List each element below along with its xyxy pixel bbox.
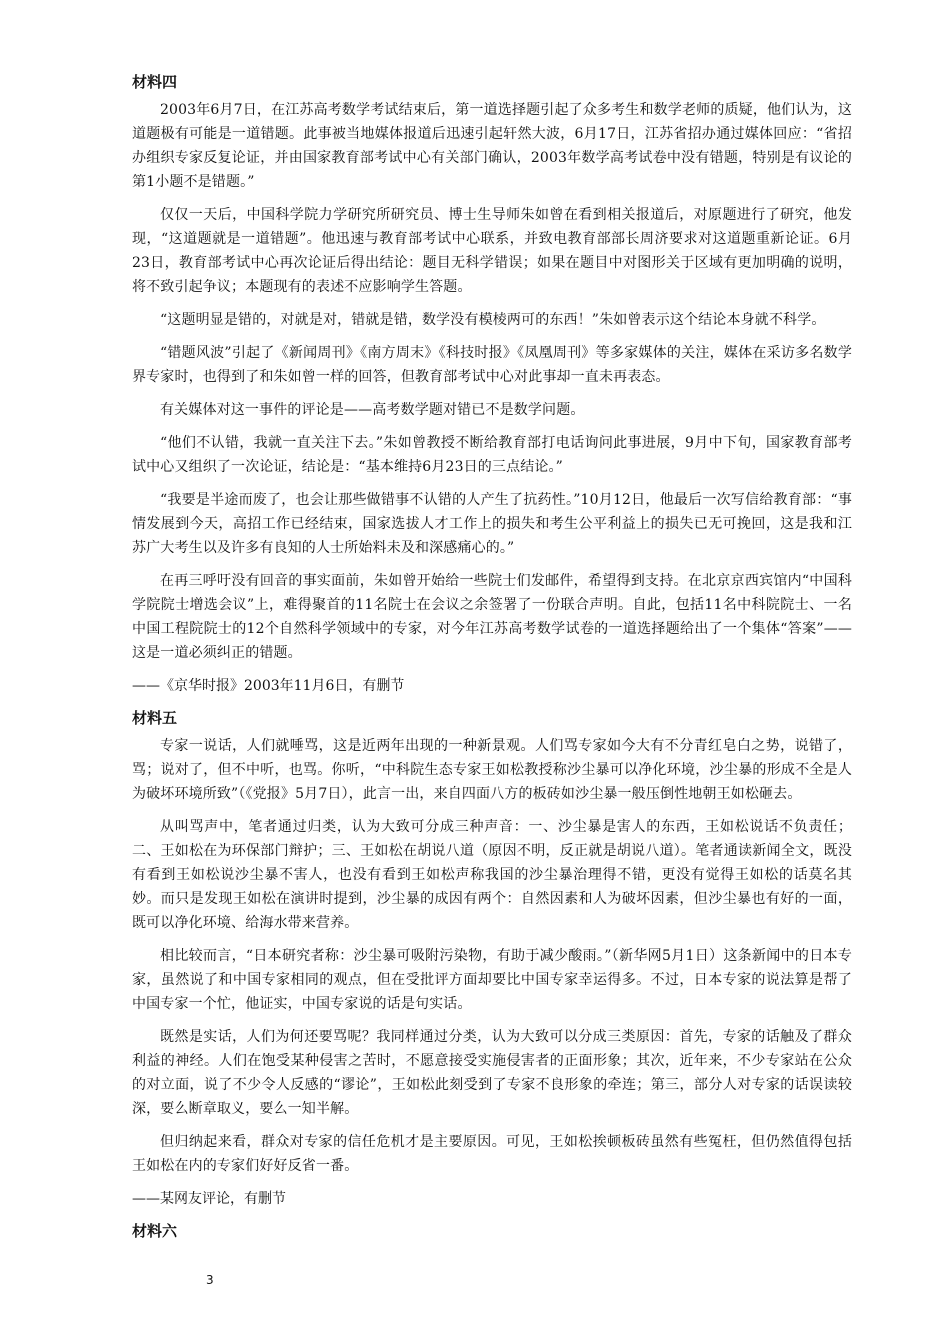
paragraph: 仅仅一天后，中国科学院力学研究所研究员、博士生导师朱如曾在看到相关报道后，对原题进行了研究，他发现，“这道题就是一道错题”。他迅速与教育部考试中心联系，并致电教育部部长周济要求对这道题重新论证。6月23日，教育部考试中心再次论证后得出结论：题目无科学错误；如果在题目中对图形关于区域有更加明确的说明，将不致引起争议；本题现有的表述不应影响学生答题。 — [132, 207, 852, 295]
material-four-heading: 材料四 — [132, 73, 178, 91]
material-six-heading: 材料六 — [132, 1222, 178, 1240]
page-number: 3 — [206, 1273, 214, 1287]
paragraph: 从叫骂声中，笔者通过归类，认为大致可分成三种声音：一、沙尘暴是害人的东西，王如松说话不负责任；二、王如松在为环保部门辩护；三、王如松在胡说八道（原因不明，反正就是胡说八道）。笔者通读新闻全文，既没有看到王如松说沙尘暴不害人，也没有看到王如松声称我国的沙尘暴治理得不错，更没有觉得王如松的话莫名其妙。而只是发现王如松在演讲时提到，沙尘暴的成因有两个：自然因素和人为破坏因素，但沙尘暴也有好的一面，既可以净化环境、给海水带来营养。 — [132, 819, 852, 931]
paragraph: 相比较而言，“日本研究者称：沙尘暴可吸附污染物，有助于减少酸雨。”（新华网5月1日）这条新闻中的日本专家，虽然说了和中国专家相同的观点，但在受批评方面却要比中国专家幸运得多。不过，日本专家的说法算是帮了中国专家一个忙，他证实，中国专家说的话是句实话。 — [132, 948, 852, 1012]
paragraph: “他们不认错，我就一直关注下去。”朱如曾教授不断给教育部打电话询问此事进展，9月中下旬，国家教育部考试中心又组织了一次论证，结论是：“基本维持6月23日的三点结论。” — [132, 435, 852, 475]
paragraph: 有关媒体对这一事件的评论是——高考数学题对错已不是数学问题。 — [160, 402, 585, 418]
document-page — [132, 70, 852, 1247]
paragraph: 既然是实话，人们为何还要骂呢？我同样通过分类，认为大致可以分成三类原因：首先，专家的话触及了群众利益的神经。人们在饱受某种侵害之苦时，不愿意接受实施侵害者的正面形象；其次，近年来，不少专家站在公众的对立面，说了不少令人反感的“谬论”，王如松此刻受到了专家不良形象的牵连；第三，部分人对专家的话误读较深，要么断章取义，要么一知半解。 — [132, 1029, 852, 1117]
paragraph: 但归纳起来看，群众对专家的信任危机才是主要原因。可见，王如松挨顿板砖虽然有些冤枉，但仍然值得包括王如松在内的专家们好好反省一番。 — [132, 1134, 852, 1174]
paragraph: “我要是半途而废了，也会让那些做错事不认错的人产生了抗药性。”10月12日，他最后一次写信给教育部：“事情发展到今天，高招工作已经结束，国家选拔人才工作上的损失和考生公平利益上的损失已无可挽回，这是我和江苏广大考生以及许多有良知的人士所始料未及和深感痛心的。” — [132, 492, 852, 556]
paragraph: 在再三呼吁没有回音的事实面前，朱如曾开始给一些院士们发邮件，希望得到支持。在北京京西宾馆内“中国科学院院士增选会议”上，难得聚首的11名院士在会议之余签署了一份联合声明。自此，包括11名中科院院士、一名中国工程院院士的12个自然科学领域中的专家，对今年江苏高考数学试卷的一道选择题给出了一个集体“答案”——这是一道必须纠正的错题。 — [132, 573, 852, 661]
paragraph: 专家一说话，人们就唾骂，这是近两年出现的一种新景观。人们骂专家如今大有不分青红皂白之势，说错了，骂；说对了，但不中听，也骂。你听，“中科院生态专家王如松教授称沙尘暴可以净化环境，沙尘暴的形成不全是人为破坏环境所致”（《党报》5月7日），此言一出，来自四面八方的板砖如沙尘暴一般压倒性地朝王如松砸去。 — [132, 738, 852, 802]
source-citation: ——《京华时报》2003年11月6日，有删节 — [132, 678, 405, 694]
paragraph: 2003年6月7日，在江苏高考数学考试结束后，第一道选择题引起了众多考生和数学老师的质疑，他们认为，这道题极有可能是一道错题。此事被当地媒体报道后迅速引起轩然大波，6月17日，江苏省招办通过媒体回应：“省招办组织专家反复论证，并由国家教育部考试中心有关部门确认，2003年数学高考试卷中没有错题，特别是有议论的第1小题不是错题。” — [132, 102, 852, 190]
material-five-heading: 材料五 — [132, 709, 178, 727]
paragraph: “这题明显是错的，对就是对，错就是错，数学没有模棱两可的东西！”朱如曾表示这个结论本身就不科学。 — [160, 312, 826, 328]
source-citation: ——某网友评论，有删节 — [132, 1191, 286, 1207]
paragraph: “错题风波”引起了《新闻周刊》《南方周末》《科技时报》《凤凰周刊》等多家媒体的关注，媒体在采访多名数学界专家时，也得到了和朱如曾一样的回答，但教育部考试中心对此事却一直未再表态。 — [132, 345, 852, 385]
